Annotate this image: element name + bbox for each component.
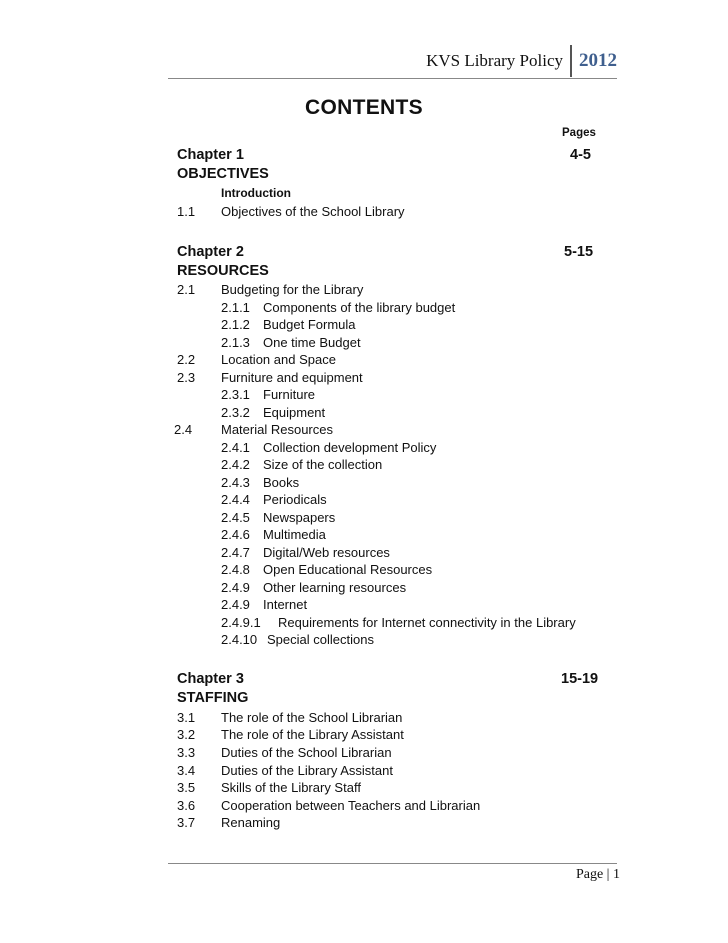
- toc-entry: Material Resources: [221, 422, 333, 437]
- toc-number: 2.4.6: [221, 527, 250, 542]
- toc-number: 1.1: [177, 204, 196, 219]
- header-rule: [168, 78, 617, 79]
- toc-number: 2.4.2: [221, 457, 250, 472]
- toc-number: 2.4.5: [221, 510, 250, 525]
- toc-entry: Furniture: [263, 387, 316, 402]
- toc-number: 3.2: [177, 727, 196, 742]
- toc-number: 2.3.2: [221, 405, 250, 420]
- toc-number: 2.4.3: [221, 475, 250, 490]
- toc-number: 2.4: [174, 422, 193, 437]
- toc-entry: Other learning resources: [263, 580, 407, 595]
- toc-number: 2.1.3: [221, 335, 250, 350]
- chapter-1-pages: 4-5: [570, 147, 591, 163]
- header-title: KVS Library Policy: [426, 51, 563, 70]
- toc-entry: Objectives of the School Library: [221, 204, 405, 219]
- toc-intro: Introduction: [221, 186, 291, 200]
- toc-entry: Size of the collection: [263, 457, 383, 472]
- toc-number: 2.3: [177, 370, 196, 385]
- toc-number: 2.4.9: [221, 580, 250, 595]
- toc-entry: Budgeting for the Library: [221, 282, 364, 297]
- toc-entry: Location and Space: [221, 352, 336, 367]
- chapter-2-label: Chapter 2: [177, 244, 244, 260]
- chapter-1-name: OBJECTIVES: [177, 166, 269, 182]
- toc-entry: Open Educational Resources: [263, 562, 433, 577]
- toc-entry: Duties of the School Librarian: [221, 745, 392, 760]
- toc-entry: Collection development Policy: [263, 440, 437, 455]
- page-title: CONTENTS: [305, 96, 423, 119]
- running-header: [426, 44, 617, 78]
- toc-number: 2.1.1: [221, 300, 250, 315]
- toc-number: 2.4.9: [221, 597, 250, 612]
- toc-number: 2.1.2: [221, 317, 250, 332]
- toc-entry: Budget Formula: [263, 317, 356, 332]
- toc-entry: Requirements for Internet connectivity in the Library: [278, 615, 576, 630]
- toc-entry: Renaming: [221, 815, 281, 830]
- toc-number: 2.4.10: [221, 632, 258, 647]
- toc-number: 2.4.8: [221, 562, 250, 577]
- toc-entry: Books: [263, 475, 300, 490]
- toc-number: 3.4: [177, 763, 196, 778]
- page-number: Page | 1: [575, 867, 620, 882]
- header-year: 2012: [579, 50, 617, 71]
- footer-rule: [168, 863, 617, 864]
- toc-number: 3.6: [177, 798, 196, 813]
- chapter-3-name: STAFFING: [177, 690, 249, 706]
- chapter-3-label: Chapter 3: [177, 671, 244, 687]
- toc-entry: Equipment: [263, 405, 326, 420]
- toc-entry: Special collections: [267, 632, 374, 647]
- toc-entry: Internet: [263, 597, 308, 612]
- toc-number: 3.7: [177, 815, 196, 830]
- toc-entry: The role of the School Librarian: [221, 710, 403, 725]
- toc-entry: Newspapers: [263, 510, 336, 525]
- toc-entry: Digital/Web resources: [263, 545, 390, 560]
- toc-entry: Duties of the Library Assistant: [221, 763, 393, 778]
- toc-entry: One time Budget: [263, 335, 361, 350]
- toc-entry: Cooperation between Teachers and Librarian: [221, 798, 481, 813]
- toc-number: 2.4.1: [221, 440, 250, 455]
- pages-column-label: Pages: [562, 127, 596, 139]
- toc-entry: Periodicals: [263, 492, 327, 507]
- chapter-3-pages: 15-19: [561, 671, 599, 687]
- toc-number: 2.4.7: [221, 545, 250, 560]
- toc-number: 2.4.4: [221, 492, 250, 507]
- toc-entry: Furniture and equipment: [221, 370, 363, 385]
- toc-number: 2.1: [177, 282, 196, 297]
- toc-number: 2.4.9.1: [221, 615, 261, 630]
- toc-number: 2.3.1: [221, 387, 250, 402]
- toc-number: 2.2: [177, 352, 196, 367]
- toc-number: 3.3: [177, 745, 196, 760]
- toc-entry: Multimedia: [263, 527, 326, 542]
- toc-number: 3.5: [177, 780, 196, 795]
- toc-number: 3.1: [177, 710, 196, 725]
- chapter-1-label: Chapter 1: [177, 147, 244, 163]
- chapter-2-pages: 5-15: [564, 244, 594, 260]
- toc-entry: The role of the Library Assistant: [221, 727, 404, 742]
- chapter-2-name: RESOURCES: [177, 263, 269, 279]
- toc-entry: Skills of the Library Staff: [221, 780, 361, 795]
- toc-entry: Components of the library budget: [263, 300, 456, 315]
